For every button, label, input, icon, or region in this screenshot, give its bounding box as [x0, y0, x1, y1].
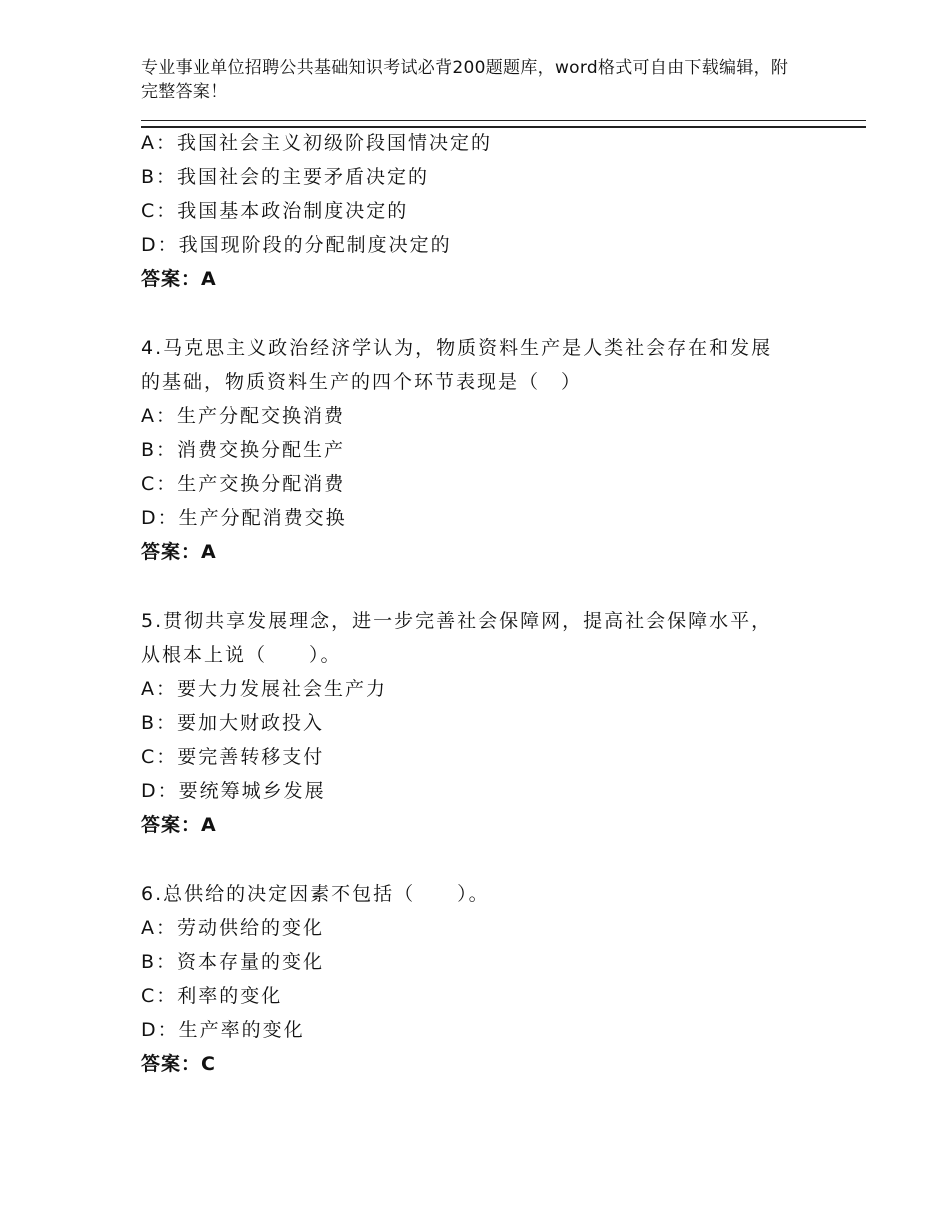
option-c: C：利率的变化	[141, 985, 283, 1007]
option-c: C：生产交换分配消费	[141, 473, 346, 495]
spacer	[141, 296, 821, 331]
option-d: D：生产率的变化	[141, 1019, 305, 1041]
question-stem: 5.贯彻共享发展理念，进一步完善社会保障网，提高社会保障水平，	[141, 610, 773, 632]
option-b: B：资本存量的变化	[141, 951, 325, 973]
option-b: B：我国社会的主要矛盾决定的	[141, 166, 430, 188]
option-b: B：要加大财政投入	[141, 712, 325, 734]
option-a: A：我国社会主义初级阶段国情决定的	[141, 132, 492, 154]
question-stem-continued: 从根本上说（ ）。	[141, 644, 342, 666]
answer-label: 答案：A	[141, 814, 217, 836]
spacer	[141, 842, 821, 877]
question-stem-continued: 的基础，物质资料生产的四个环节表现是（ ）	[141, 371, 583, 393]
option-d: D：生产分配消费交换	[141, 507, 347, 529]
question-stem: 6.总供给的决定因素不包括（ ）。	[141, 883, 490, 905]
option-c: C：我国基本政治制度决定的	[141, 200, 409, 222]
question-3	[141, 126, 821, 296]
option-a: A：劳动供给的变化	[141, 917, 324, 939]
answer-label: 答案：C	[141, 1053, 216, 1075]
option-d: D：我国现阶段的分配制度决定的	[141, 234, 452, 256]
spacer	[141, 569, 821, 604]
question-6	[141, 877, 821, 1081]
question-5	[141, 604, 821, 842]
answer-label: 答案：A	[141, 268, 217, 290]
question-4	[141, 331, 821, 569]
document-header: 专业事业单位招聘公共基础知识考试必背200题题库，word格式可自由下载编辑，附完整答案！	[141, 58, 789, 102]
answer-label: 答案：A	[141, 541, 217, 563]
question-stem: 4.马克思主义政治经济学认为，物质资料生产是人类社会存在和发展	[141, 337, 773, 359]
question-list	[141, 126, 821, 1081]
option-a: A：要大力发展社会生产力	[141, 678, 387, 700]
option-a: A：生产分配交换消费	[141, 405, 345, 427]
option-d: D：要统筹城乡发展	[141, 780, 326, 802]
option-c: C：要完善转移支付	[141, 746, 325, 768]
option-b: B：消费交换分配生产	[141, 439, 346, 461]
